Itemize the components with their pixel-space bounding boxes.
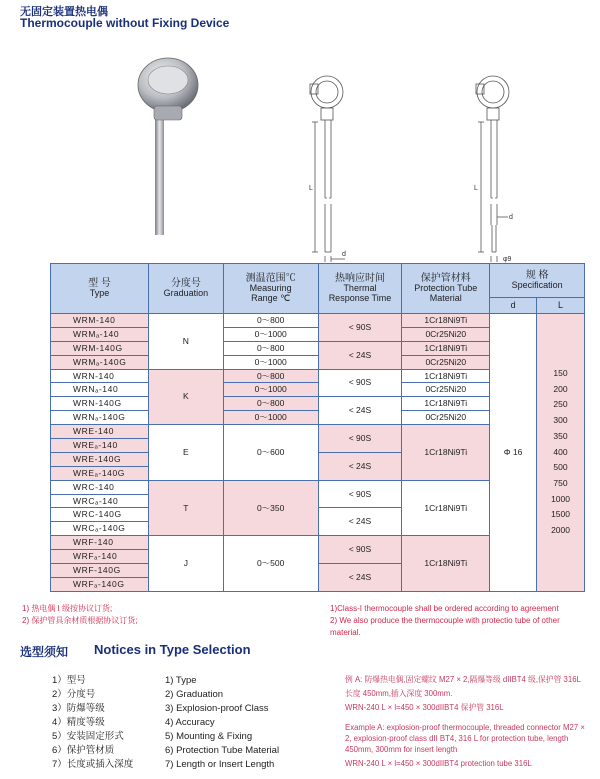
prot-cell: 1Cr18Ni9Ti: [402, 480, 490, 536]
drawing-2: [476, 76, 509, 262]
drawing-label-d2: d: [509, 214, 513, 221]
range-cell: 0～800: [223, 369, 318, 383]
type-cell: WRM-140G: [51, 341, 149, 355]
col-graduation: 分度号 Graduation: [148, 264, 223, 314]
resp-cell: < 24S: [318, 564, 402, 592]
spec-table: [50, 263, 585, 592]
type-cell: WRMₐ-140: [51, 327, 149, 341]
grad-cell: J: [148, 536, 223, 592]
thermocouple-photo: [138, 58, 198, 235]
resp-cell: < 90S: [318, 480, 402, 508]
drawing-label-L1: L: [309, 185, 313, 192]
type-cell: WRCₐ-140G: [51, 522, 149, 536]
type-cell: WRE-140: [51, 425, 149, 439]
selection-list-en: [165, 674, 279, 772]
type-cell: WREₐ-140G: [51, 466, 149, 480]
type-cell: WRE-140G: [51, 452, 149, 466]
list-item: 4) Accuracy: [165, 717, 215, 728]
note-en-1: 1)Class-I thermocouple shall be ordered according to agreement: [330, 604, 559, 613]
example-block: [345, 674, 590, 772]
example-en-1: Example A: explosion-proof thermocouple, threaded connector M27 × 2, explosion-proof class dII BT4, 316 L for protection tube, length 450mm, 300mm for insert length: [345, 723, 585, 754]
drawing-1: [310, 76, 345, 262]
prot-cell: 1Cr18Ni9Ti: [402, 397, 490, 411]
col-range: 测温范围℃ Measuring Range ℃: [223, 264, 318, 314]
resp-cell: < 24S: [318, 508, 402, 536]
list-item: 3）防爆等级: [52, 703, 105, 714]
resp-cell: < 90S: [318, 536, 402, 564]
col-d: d: [490, 298, 537, 314]
example-en-2: WRN-240 L × l=450 × 300dIIBT4 protection tube 316L: [345, 759, 532, 768]
list-item: 2）分度号: [52, 689, 96, 700]
list-item: 5) Mounting & Fixing: [165, 731, 253, 742]
drawing-label-phi9: φ9: [503, 256, 512, 263]
prot-cell: 1Cr18Ni9Ti: [402, 341, 490, 355]
col-type: 型 号 Type: [51, 264, 149, 314]
range-cell: 0～500: [223, 536, 318, 592]
prot-cell: 0Cr25Ni20: [402, 411, 490, 425]
example-cn-3: WRN-240 L × l=450 × 300dIIBT4 保护管 316L: [345, 703, 504, 712]
L-cell: 150 200 250 300 350 400 500 750 1000 1500 2000: [537, 314, 585, 592]
prot-cell: 1Cr18Ni9Ti: [402, 369, 490, 383]
drawing-label-d1: d: [342, 251, 346, 258]
resp-cell: < 24S: [318, 397, 402, 425]
resp-cell: < 90S: [318, 425, 402, 453]
type-cell: WRF-140: [51, 536, 149, 550]
range-cell: 0～1000: [223, 355, 318, 369]
d-cell: Φ 16: [490, 314, 537, 592]
note-cn-2: 2) 保护管具余材质根据协议订货;: [22, 616, 138, 625]
type-cell: WRC-140: [51, 480, 149, 494]
prot-cell: 0Cr25Ni20: [402, 355, 490, 369]
grad-cell: T: [148, 480, 223, 536]
range-cell: 0～800: [223, 314, 318, 328]
type-cell: WRCₐ-140: [51, 494, 149, 508]
range-cell: 0～350: [223, 480, 318, 536]
type-cell: WRFₐ-140G: [51, 577, 149, 591]
range-cell: 0～1000: [223, 327, 318, 341]
type-cell: WRN-140: [51, 369, 149, 383]
list-item: 7）长度或插入深度: [52, 759, 134, 770]
col-protection: 保护管材料 Protection Tube Material: [402, 264, 490, 314]
type-cell: WRC-140G: [51, 508, 149, 522]
prot-cell: 1Cr18Ni9Ti: [402, 536, 490, 592]
resp-cell: < 24S: [318, 452, 402, 480]
list-item: 1）型号: [52, 675, 86, 686]
page-title-en: Thermocouple without Fixing Device: [20, 16, 230, 30]
list-item: 5）安装固定形式: [52, 731, 124, 742]
type-cell: WRNₐ-140: [51, 383, 149, 397]
grad-cell: N: [148, 314, 223, 370]
notes-cn: [22, 603, 138, 627]
list-item: 2) Graduation: [165, 689, 224, 700]
list-item: 6) Protection Tube Material: [165, 745, 280, 756]
example-cn-2: 长度 450mm,插入深度 300mm.: [345, 689, 453, 698]
prot-cell: 0Cr25Ni20: [402, 327, 490, 341]
list-item: 7) Length or Insert Length: [165, 759, 275, 770]
page-title-cn: 无固定装置热电偶: [20, 6, 108, 18]
range-cell: 0～800: [223, 341, 318, 355]
note-en-2: 2) We also produce the thermocouple with protectio tube of other material.: [330, 616, 560, 637]
type-cell: WRF-140G: [51, 564, 149, 578]
drawing-label-L2: L: [474, 185, 478, 192]
range-cell: 0～800: [223, 397, 318, 411]
list-item: 4）精度等级: [52, 717, 105, 728]
selection-title-cn: 选型须知: [20, 645, 69, 659]
selection-list-cn: [52, 674, 133, 772]
type-cell: WRFₐ-140: [51, 550, 149, 564]
type-cell: WRN-140G: [51, 397, 149, 411]
type-cell: WREₐ-140: [51, 439, 149, 453]
list-item: 6）保护管材质: [52, 745, 115, 756]
col-L: L: [537, 298, 585, 314]
type-cell: WRM-140: [51, 314, 149, 328]
range-cell: 0～600: [223, 425, 318, 481]
prot-cell: 1Cr18Ni9Ti: [402, 425, 490, 481]
resp-cell: < 90S: [318, 369, 402, 397]
selection-title-en: Notices in Type Selection: [94, 642, 251, 657]
notes-en: [330, 603, 590, 639]
type-cell: WRMₐ-140G: [51, 355, 149, 369]
grad-cell: K: [148, 369, 223, 425]
type-cell: WRNₐ-140G: [51, 411, 149, 425]
note-cn-1: 1) 热电偶 I 级按协议订货;: [22, 604, 113, 613]
grad-cell: E: [148, 425, 223, 481]
resp-cell: < 90S: [318, 314, 402, 342]
range-cell: 0～1000: [223, 383, 318, 397]
prot-cell: 1Cr18Ni9Ti: [402, 314, 490, 328]
product-illustration: [0, 30, 600, 263]
example-cn-1: 例 A: 防爆热电偶,固定螺纹 M27 × 2,隔爆等级 dIIBT4 级,保护管 316L: [345, 675, 581, 684]
prot-cell: 0Cr25Ni20: [402, 383, 490, 397]
col-response: 热响应时间 Thermal Response Time: [318, 264, 402, 314]
col-spec: 规 格 Specification: [490, 264, 585, 298]
range-cell: 0～1000: [223, 411, 318, 425]
list-item: 1) Type: [165, 675, 197, 686]
resp-cell: < 24S: [318, 341, 402, 369]
list-item: 3) Explosion-proof Class: [165, 703, 269, 714]
